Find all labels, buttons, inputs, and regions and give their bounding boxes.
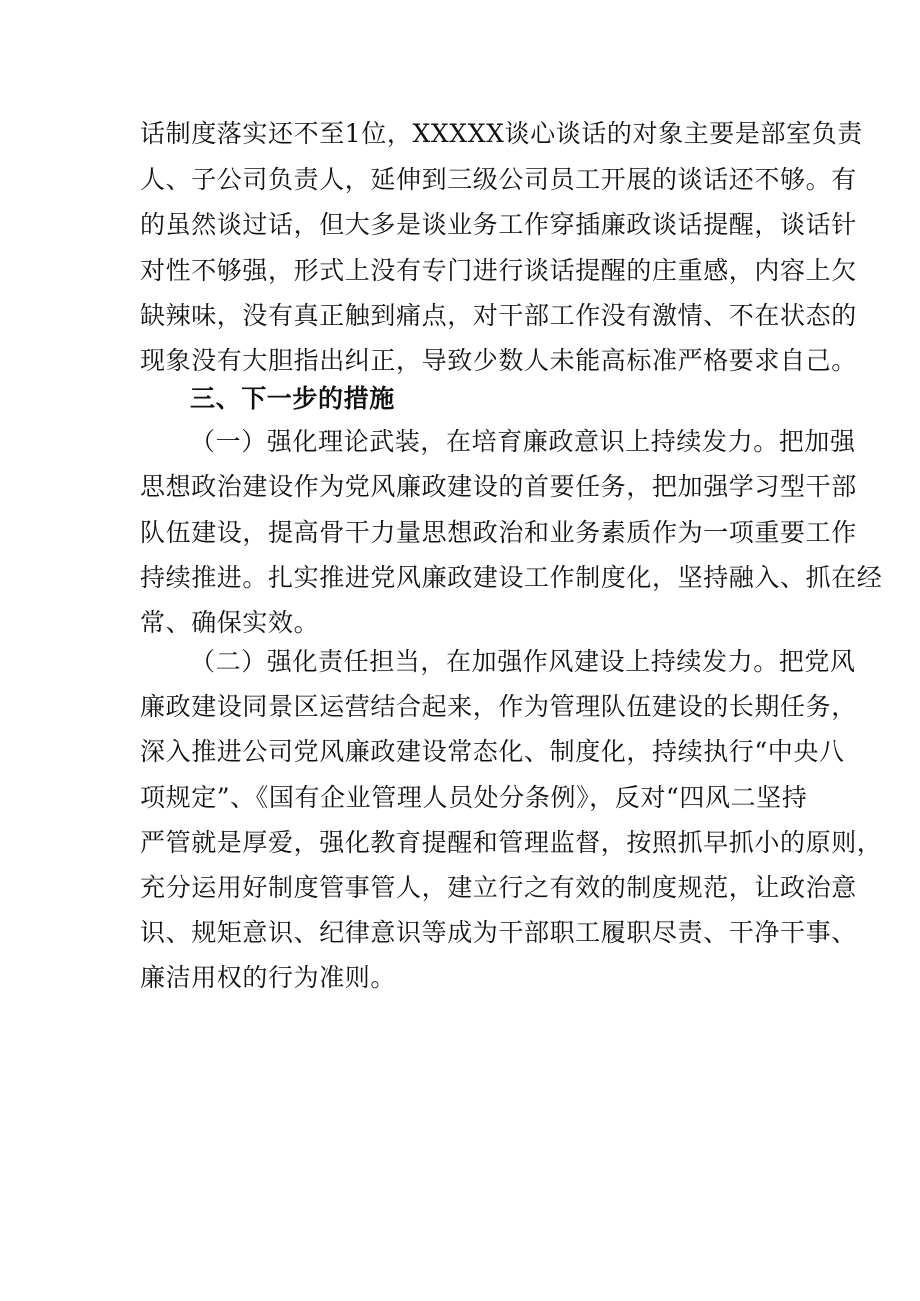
paragraph-1-line-3: 的虽然谈过话，但大多是谈业务工作穿插廉政谈话提醒，谈话针 bbox=[140, 210, 857, 239]
paragraph-2-line-1: （一）强化理论武装，在培育廉政意识上持续发力。把加强 bbox=[190, 427, 856, 456]
paragraph-3-line-4: 项规定”、《国有企业管理人员处分条例》，反对“四风二坚持 bbox=[140, 783, 808, 812]
paragraph-1-line-2: 人、子公司负责人，延伸到三级公司员工开展的谈话还不够。有 bbox=[140, 165, 857, 194]
paragraph-1-line-5: 缺辣味，没有真正触到痛点，对干部工作没有激情、不在状态的 bbox=[140, 301, 857, 330]
paragraph-2-line-2: 思想政治建设作为党风廉政建设的首要任务，把加强学习型干部 bbox=[140, 472, 857, 501]
paragraph-1-line-6: 现象没有大胆指出纠正，导致少数人未能高标准严格要求自己。 bbox=[140, 346, 857, 375]
paragraph-3-line-1: （二）强化责任担当，在加强作风建设上持续发力。把党风 bbox=[190, 647, 856, 676]
paragraph-3-line-8: 廉洁用权的行为准则。 bbox=[140, 963, 397, 992]
paragraph-3-line-2: 廉政建设同景区运营结合起来，作为管理队伍建设的长期任务， bbox=[140, 692, 857, 721]
section-heading: 三、下一步的措施 bbox=[190, 384, 395, 413]
paragraph-2-line-5: 常、确保实效。 bbox=[140, 608, 320, 637]
paragraph-1-line-4: 对性不够强，形式上没有专门进行谈话提醒的庄重感，内容上欠 bbox=[140, 256, 857, 285]
paragraph-3-line-5: 严管就是厚爱，强化教育提醒和管理监督，按照抓早抓小的原则， bbox=[140, 828, 883, 857]
paragraph-3-line-3: 深入推进公司党风廉政建设常态化、制度化，持续执行“中央八 bbox=[140, 737, 845, 766]
paragraph-2-line-4: 持续推进。扎实推进党风廉政建设工作制度化，坚持融入、抓在经 bbox=[140, 563, 883, 592]
paragraph-3-line-7: 识、规矩意识、纪律意识等成为干部职工履职尽责、干净干事、 bbox=[140, 918, 857, 947]
paragraph-1-line-1: 话制度落实还不至1位，XXXXX谈心谈话的对象主要是部室负责 bbox=[140, 119, 863, 148]
paragraph-2-line-3: 队伍建设，提高骨干力量思想政治和业务素质作为一项重要工作 bbox=[140, 518, 857, 547]
paragraph-3-line-6: 充分运用好制度管事管人，建立行之有效的制度规范，让政治意 bbox=[140, 873, 857, 902]
